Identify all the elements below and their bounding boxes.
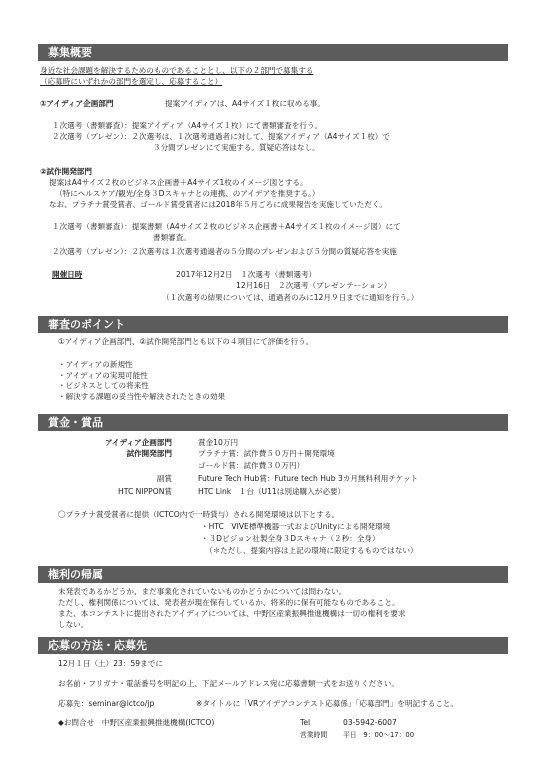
prize-note-1: 〇プラチナ賞受賞者に提供（ICTCO内で一時貸与）される開発環境は以下とする。 [58,510,340,519]
tel-number[interactable]: 03-5942-6007 [343,718,397,727]
recruit-intro-2: （応募時にいずれかの部門を選定し、応募すること） [40,77,223,86]
prize-value: HTC Link １台（U11は別途購入が必要） [198,487,346,496]
schedule-2: 12月16日 ２次選考（プレゼンテーション） [236,281,392,290]
apply-deadline: 12月１日（土）23：59までに [58,659,163,668]
schedule-3: （１次選考の結果については、通過者のみに12月９日までに通知を行う。） [162,293,419,302]
proto-stage-2: ２次選考（プレゼン）：２次選考は１次選考通過者の５分間のプレゼンおよび５分間の質疑応答を実施 [52,247,397,256]
prize-value: ゴールド賞：試作費３０万円） [198,461,305,470]
tel-label: Tel [300,718,311,727]
review-point: ・アイディアの実現可能性 [58,370,148,380]
section-header-recruit: 募集概要 [38,44,508,61]
idea-division-desc: 提案アイディアは、A4サイズ１枚に収める事。 [165,99,325,108]
prize-value: 賞金10万円 [198,438,239,447]
prize-note-4: （＊ただし、提案内容は上記の環境に限定するものではない） [205,546,418,555]
prize-label: 試作開発部門 [126,449,172,458]
prize-row [0,461,549,473]
rights-line-2: ただし、権利関係については、発表者が現在保有しているか、将来的に保有可能なものであること。 [58,598,400,607]
proto-line-1: 提案はA4サイズ２枚のビジネス企画書＋A4サイズ1枚のイメージ図とする。 [49,178,308,187]
hours-label: 営業時間 [300,731,328,739]
proto-line-2: （特にヘルスケア/観光/全身３Dスキャナとの連携、のアイデアを推奨する。） [55,189,320,198]
schedule-1: 2017年12月2日 １次選考（書類選考） [176,270,317,279]
idea-division-title: ①アイディア企画部門 [40,99,114,108]
section-header-prizes: 賞金・賞品 [38,414,508,431]
prize-label: 副賞 [156,474,172,483]
review-point: ・ビジネスとしての将来性 [58,381,149,390]
section-header-rights: 権利の帰属 [38,566,508,583]
contact-label: ◆お問合せ 中野区産業振興推進機構(ICTCO) [58,718,215,727]
apply-email[interactable]: 応募先：seminar@ictco/jp [58,699,155,708]
prize-row [0,449,549,461]
rights-line-3: また、本コンテストに提出されたアイディアについては、中野区産業振興推進機構は一切の権利を要求 [58,609,406,618]
proto-stage-1-cont: 書類審査。 [153,233,191,242]
prize-row [0,487,549,499]
prize-note-2: ・HTC VIVE標準機器一式およびUnityによる開発環境 [201,522,391,531]
prize-row [0,474,549,486]
review-intro: ①アイディア企画部門、②試作開発部門とも以下の４項目にて評価を行う。 [58,337,314,346]
apply-instructions: お名前・フリガナ・電話番号を明記の上、下記メールアドレス宛に応募書類一式をお送りください。 [58,679,399,688]
prize-note-3: ・３Dビジョン社製全身３Dスキャナ（２秒：全身） [201,534,380,543]
prize-label: HTC NIPPON賞 [118,487,172,496]
rights-line-1: 未発表であるかどうか、まだ事業化されていないものかどうかについては問わない。 [58,587,347,596]
proto-stage-1: １次選考（書類審査）：提案書類（A4サイズ２枚のビジネス企画書＋A4サイズ１枚のイメージ図）にて [52,222,401,231]
proto-division-title: ②試作開発部門 [40,167,92,176]
section-header-apply: 応募の方法・応募先 [38,637,508,654]
idea-stage-2: ２次選考（プレゼン）：２次選考は、１次選考通過者に対して、提案アイディア（A4サイズ１枚）で [52,132,390,141]
rights-line-4: しない。 [58,620,89,629]
prize-value: プラチナ賞：試作費５０万円＋開発環境 [198,449,335,458]
idea-stage-2-cont: ３分間プレゼンにて実施する。質疑応答はなし。 [153,143,320,152]
idea-stage-1: １次選考（書類審査）：提案アイディア（A4サイズ１枚）にて書類審査を行う。 [52,121,323,130]
prize-label: アイディア企画部門 [104,438,172,447]
review-point: ・アイディアの新規性 [58,360,133,369]
hours-value: 平日 9：00～17：00 [343,731,415,739]
review-points [58,360,225,402]
recruit-intro-1: 身近な社会課題を解決するためのものであることとし、以下の２部門で募集する [40,66,314,75]
section-header-review: 審査のポイント [38,316,508,333]
proto-line-3: なお、プラチナ賞受賞者、ゴールド賞受賞者には2018年５月ごろに成果報告を実施していただく。 [49,200,387,209]
apply-subject-note: ※タイトルに「VRアイデアコンテスト応募係」「応募部門」を明記すること。 [196,699,459,708]
prize-value: Future Tech Hub賞：Future tech Hub 3カ月無料利用チケット [198,474,419,483]
review-point: ・解決する課題の妥当性や解決されたときの効果 [58,391,226,401]
schedule-label: 開催日時 [52,270,83,279]
